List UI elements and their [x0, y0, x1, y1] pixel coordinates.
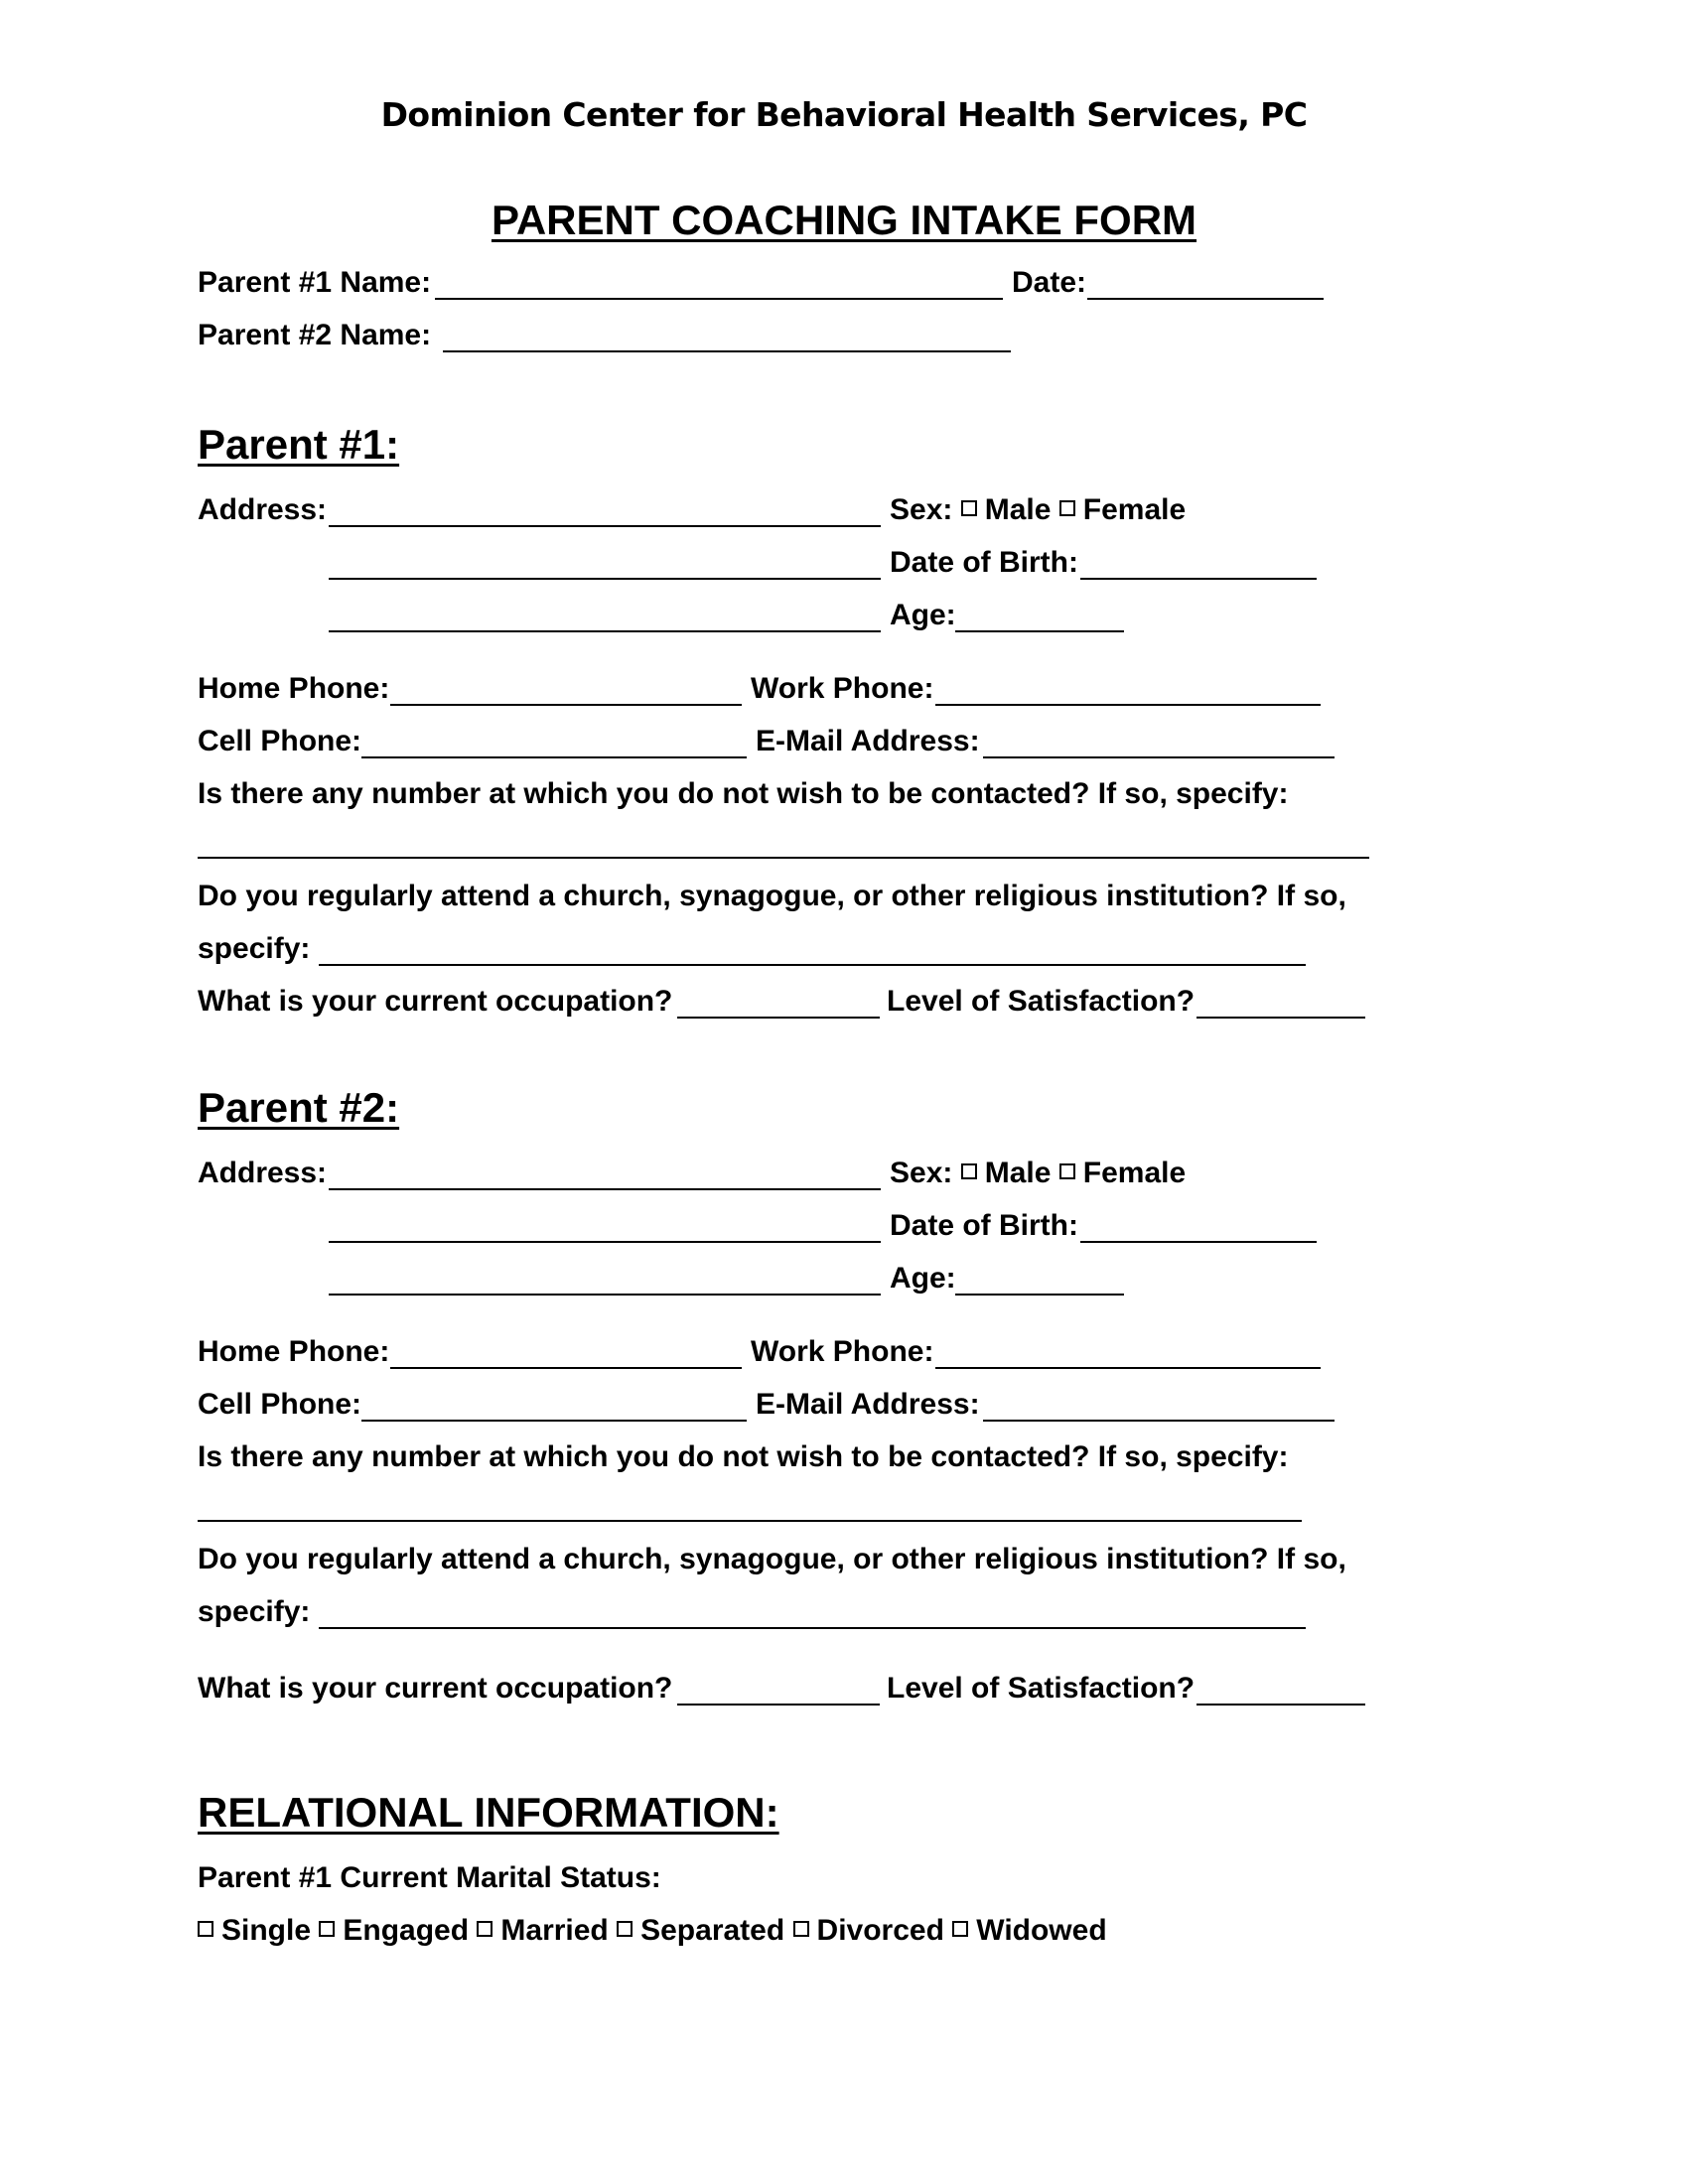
organization-name: Dominion Center for Behavioral Health Services, PC	[380, 95, 1308, 134]
p1-address-line-3[interactable]	[329, 630, 881, 632]
p2-dob-field[interactable]	[1080, 1241, 1317, 1243]
p1-work-phone-label: Work Phone:	[751, 672, 934, 705]
p1-address-line-2[interactable]	[329, 578, 881, 580]
p2-home-phone-field[interactable]	[390, 1367, 742, 1369]
parent2-name-label: Parent #2 Name:	[198, 319, 432, 351]
p1-sex-label: Sex:	[890, 493, 953, 526]
p2-address-line-2[interactable]	[329, 1241, 881, 1243]
marital-status-label: Parent #1 Current Marital Status:	[198, 1861, 661, 1894]
p1-no-contact-question: Is there any number at which you do not wish to be contacted? If so, specify:	[198, 777, 1289, 810]
form-title: PARENT COACHING INTAKE FORM	[491, 197, 1197, 243]
p2-email-label: E-Mail Address:	[756, 1388, 980, 1421]
p2-cell-phone-field[interactable]	[361, 1420, 747, 1422]
marital-engaged-label: Engaged	[343, 1914, 470, 1947]
p1-home-phone-field[interactable]	[390, 704, 742, 706]
p2-age-field[interactable]	[955, 1294, 1124, 1296]
p2-address-label: Address:	[198, 1157, 328, 1189]
p1-religion-specify-field[interactable]	[319, 964, 1306, 966]
p1-work-phone-field[interactable]	[935, 704, 1321, 706]
p2-religion-specify-field[interactable]	[319, 1627, 1306, 1629]
p2-male-checkbox[interactable]	[961, 1163, 977, 1179]
p2-satisfaction-label: Level of Satisfaction?	[887, 1672, 1196, 1705]
p2-male-label: Male	[984, 1157, 1052, 1189]
marital-status-options	[198, 1913, 1107, 1949]
parent1-name-label: Parent #1 Name:	[198, 266, 432, 299]
p2-satisfaction-field[interactable]	[1196, 1704, 1365, 1706]
marital-single-checkbox[interactable]	[198, 1921, 213, 1937]
marital-single-label: Single	[221, 1914, 312, 1947]
p2-address-line-1[interactable]	[329, 1188, 881, 1190]
p1-cell-phone-label: Cell Phone:	[198, 725, 362, 757]
marital-divorced-label: Divorced	[816, 1914, 944, 1947]
p1-dob-field[interactable]	[1080, 578, 1317, 580]
marital-widowed-checkbox[interactable]	[952, 1921, 968, 1937]
marital-married-label: Married	[500, 1914, 609, 1947]
p1-satisfaction-field[interactable]	[1196, 1017, 1365, 1019]
section-heading-parent2: Parent #2:	[198, 1084, 400, 1131]
p1-home-phone-label: Home Phone:	[198, 672, 390, 705]
p1-occupation-field[interactable]	[677, 1017, 880, 1019]
p1-dob-label: Date of Birth:	[890, 546, 1078, 579]
p1-religion-specify-label: specify:	[198, 932, 311, 965]
p2-occupation-label: What is your current occupation?	[198, 1672, 673, 1705]
p2-female-checkbox[interactable]	[1059, 1163, 1075, 1179]
p1-address-line-1[interactable]	[329, 525, 881, 527]
parent1-name-field[interactable]	[435, 298, 1003, 300]
p1-religion-question: Do you regularly attend a church, synagogue, or other religious institution? If so,	[198, 880, 1346, 912]
marital-married-checkbox[interactable]	[477, 1921, 492, 1937]
p1-cell-phone-field[interactable]	[361, 756, 747, 758]
p1-occupation-label: What is your current occupation?	[198, 985, 673, 1018]
p2-work-phone-field[interactable]	[935, 1367, 1321, 1369]
p1-email-label: E-Mail Address:	[756, 725, 980, 757]
p2-cell-phone-label: Cell Phone:	[198, 1388, 362, 1421]
p2-no-contact-field[interactable]	[198, 1520, 1302, 1522]
p2-dob-label: Date of Birth:	[890, 1209, 1078, 1242]
p1-male-label: Male	[984, 493, 1052, 526]
p1-email-field[interactable]	[983, 756, 1335, 758]
p2-email-field[interactable]	[983, 1420, 1335, 1422]
p1-address-label: Address:	[198, 493, 328, 526]
p1-female-checkbox[interactable]	[1059, 500, 1075, 516]
p2-work-phone-label: Work Phone:	[751, 1335, 934, 1368]
section-heading-relational: RELATIONAL INFORMATION:	[198, 1789, 779, 1836]
date-label: Date:	[1012, 266, 1087, 299]
p2-address-line-3[interactable]	[329, 1294, 881, 1296]
date-field[interactable]	[1087, 298, 1324, 300]
p2-sex-group	[890, 1156, 1186, 1191]
p2-home-phone-label: Home Phone:	[198, 1335, 390, 1368]
p1-sex-group	[890, 492, 1186, 528]
p2-female-label: Female	[1082, 1157, 1187, 1189]
marital-widowed-label: Widowed	[976, 1914, 1107, 1947]
p2-age-label: Age:	[890, 1262, 956, 1295]
p1-no-contact-field[interactable]	[198, 857, 1369, 859]
p1-female-label: Female	[1082, 493, 1187, 526]
parent2-name-field[interactable]	[443, 350, 1011, 352]
marital-engaged-checkbox[interactable]	[319, 1921, 335, 1937]
p1-age-field[interactable]	[955, 630, 1124, 632]
p1-age-label: Age:	[890, 599, 956, 631]
p2-no-contact-question: Is there any number at which you do not wish to be contacted? If so, specify:	[198, 1440, 1289, 1473]
section-heading-parent1: Parent #1:	[198, 421, 400, 468]
marital-divorced-checkbox[interactable]	[793, 1921, 809, 1937]
p2-occupation-field[interactable]	[677, 1704, 880, 1706]
p1-male-checkbox[interactable]	[961, 500, 977, 516]
p2-religion-specify-label: specify:	[198, 1595, 311, 1628]
p2-sex-label: Sex:	[890, 1157, 953, 1189]
p2-religion-question: Do you regularly attend a church, synagogue, or other religious institution? If so,	[198, 1543, 1346, 1575]
marital-separated-label: Separated	[640, 1914, 785, 1947]
marital-separated-checkbox[interactable]	[617, 1921, 633, 1937]
p1-satisfaction-label: Level of Satisfaction?	[887, 985, 1196, 1018]
